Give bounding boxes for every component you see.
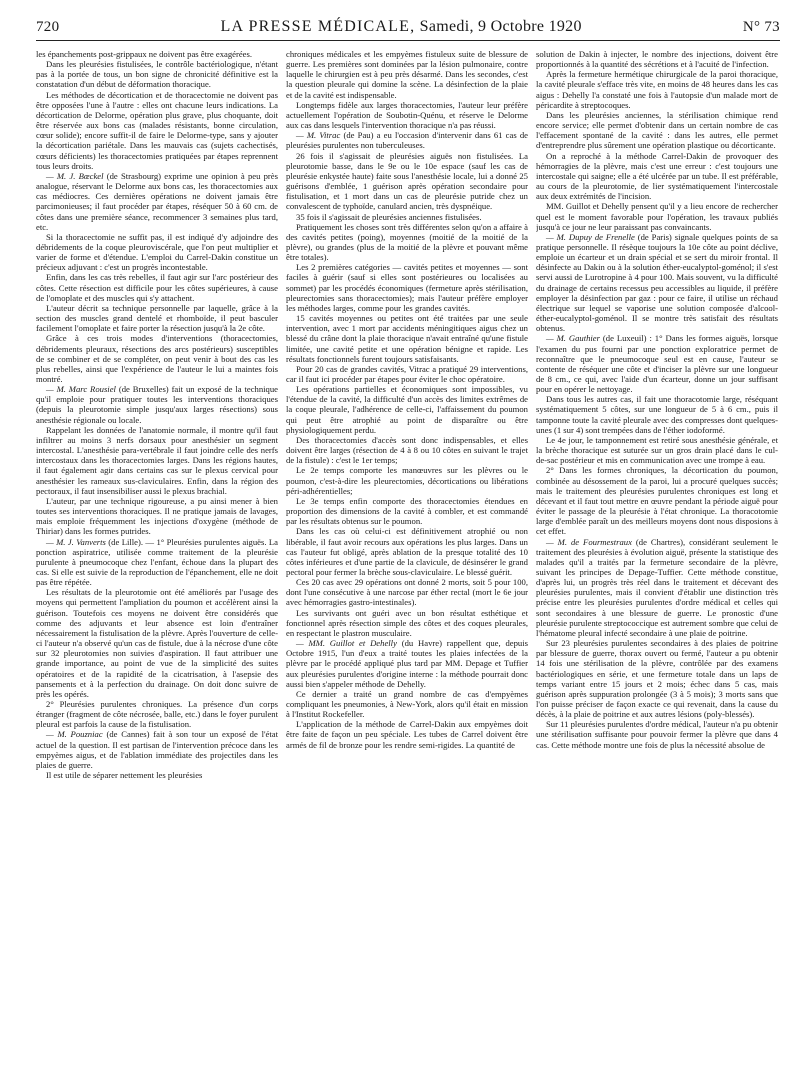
paragraph-text: Les 2 premières catégories — cavités petites et moyennes — sont faciles à guérir (sauf si elles sont postérieures ou localisées au sommet) par les procédés économiques (fermeture après stérilisation, pleurectomies sans thoracectomies); mais l'auteur préfère employer les méthodes larges, comme pour les grandes cavités. bbox=[286, 262, 528, 313]
column-left bbox=[36, 49, 278, 1069]
paragraph-text: (de Strasbourg) exprime une opinion à peu près analogue, réservant le Delorme aux bons cas, les thoracectomies aux cas médiocres. Ces dernières opérations ne doivent jamais être parcimonieuses; il faut procéder par étapes, réséquer 50 à 60 cm. de côtes dans une première séance, recommencer 3 semaines plus tard, etc. bbox=[36, 170, 278, 232]
paragraph-text: (de Luxeuil) : 1° Dans les formes aiguës, lorsque l'examen du pus fourni par une ponction exploratrice permet de reconnaître que le pneumocoque seul est en cause, l'auteur se contente de réséquer une côte et d'inciser la plèvre sur une longueur de 8 cm., ce qui, avec l'aide d'un écarteur, donne un jour suffisant pour en opérer le nettoyage. bbox=[536, 333, 778, 395]
paragraph-text: Sur 23 pleurésies purulentes secondaires à des plaies de poitrine par blessure de guerre, thorax ouvert ou fermé, l'auteur a pu obtenir 14 fois une stérilisation de la plèvre, contrôlée par des examens bactériologiques en série, et une fermeture totale dans un laps de temps variant entre 15 jours et 2 mois; échec dans 5 cas, mais guérison après suppuration prolongée (3 à 5 mois); 3 morts sans que l'on puisse préciser de façon exacte ce qui revenait, dans la cause du décès, à la plaie de poitrine et aux autres lésions (poly-blessés). bbox=[536, 638, 778, 720]
paragraph-text: Les méthodes de décortication et de thoracectomie ne doivent pas être opposées l'une à l'autre : elles ont chacune leurs indications. La décortication de Delorme, opération plus grave, plus choquante, doit être réservée aux bons cas (malades résistants, bonne circulation, cœur solide); encore suffit-il de faire le Delorme-type, sans y ajouter la décortication pariétale. Dans les mauvais cas (sujets cachectisés, cœurs déficients) les thoracectomies pratiquées par étapes reprennent tous leurs droits. bbox=[36, 89, 278, 171]
column-right bbox=[536, 49, 778, 1069]
paragraph bbox=[36, 232, 278, 273]
paragraph-text: Longtemps fidèle aux larges thoracectomies, l'auteur leur préfère actuellement l'opération de Soubotin-Quénu, et réserve le Delorme aux cas dans lesquels l'intervention thoracique n'a pas réussi. bbox=[286, 99, 528, 131]
paragraph bbox=[536, 232, 778, 334]
speaker-name: — MM. Guillot et Dehelly bbox=[296, 638, 397, 649]
text-columns bbox=[36, 49, 780, 1069]
paragraph bbox=[286, 364, 528, 384]
paragraph-text: 2° Pleurésies purulentes chroniques. La présence d'un corps étranger (fragment de côte nécrosée, balle, etc.) dans le foyer purulent pleural est parfois la cause de la fistulisation. bbox=[36, 699, 278, 730]
paragraph bbox=[286, 719, 528, 749]
paragraph-text: Les survivants ont guéri avec un bon résultat esthétique et fonctionnel après résection simple des côtes et des coques pleurales, en respectant le plastron musculaire. bbox=[286, 607, 528, 638]
paragraph bbox=[36, 303, 278, 333]
paragraph-text: Dans tous les autres cas, il fait une thoracotomie large, réséquant systématiquement 5 côtes, sur une longueur de 5 à 6 cm., puis il tamponne toute la cavité pleurale avec des compresses dont quelques-unes (1 sur 4) sont trempées dans de l'éther iodoformé. bbox=[536, 394, 778, 435]
paragraph bbox=[536, 49, 778, 69]
paragraph bbox=[286, 100, 528, 130]
paragraph bbox=[286, 577, 528, 607]
speaker-name: — M. Gauthier bbox=[546, 333, 600, 344]
paragraph-text: Les résultats de la pleurotomie ont été améliorés par l'usage des moyens qui permettent l'ampliation du poumon et accélèrent ainsi la guérison. Toutefois ces moyens ne doivent être considérés que comme des adjuvants et leur absence est loin d'entraîner nécessairement la fistulisation de la plèvre. Après l'ouverture de celle-ci l'auteur n'a observé qu'un cas de fistule, due à la nécrose d'une côte sur 32 pleurotomies non suivies d'aspiration. Il faut attribuer une grande importance, au point de vue de la simplicité des suites opératoires et de la rapidité de la cicatrisation, à l'asepsie des pansements et à la perfection du drainage. On doit donc suivre de près les opérés. bbox=[36, 587, 278, 699]
paragraph-text: Pour 20 cas de grandes cavités, Vitrac a pratiqué 29 interventions, car il faut ici procéder par étapes pour éviter le choc opératoire. bbox=[286, 363, 528, 384]
paragraph-text: Le 3e temps enfin comporte des thoracectomies étendues en proportion des dimensions de la cavité à combler, et est commandé par les résultats obtenus sur le poumon. bbox=[286, 495, 528, 527]
paragraph bbox=[286, 689, 528, 719]
page-header bbox=[36, 18, 780, 41]
paragraph-text: Des thoracectomies d'accès sont donc indispensables, et elles doivent être larges (résection de 4 à 8 ou 10 côtes en suivant le trajet de la fistule) : c'est le 1er temps; bbox=[286, 434, 528, 466]
paragraph bbox=[286, 212, 528, 222]
paragraph-text: L'application de la méthode de Carrel-Dakin aux empyèmes doit être faite de façon un peu spéciale. Les tubes de Carrel doivent être armés de fil de bronze pour les rendre semi-rigides. La quantité de bbox=[286, 719, 528, 750]
paragraph bbox=[536, 69, 778, 110]
paragraph bbox=[286, 465, 528, 495]
paragraph-text: Les opérations partielles et économiques sont impossibles, vu l'étendue de la cavité, la difficulté d'un accès des limites extrêmes de la coque pleurale, l'adhérence de celle-ci, l'affaissement du poumon qui peut être atrophié au point de disparaître ou être physiologiquement perdu. bbox=[286, 384, 528, 435]
paragraph bbox=[36, 537, 278, 588]
paragraph bbox=[36, 384, 278, 425]
paragraph-text: Dans les pleurésies anciennes, la stérilisation chimique rend encore service; elle permet d'obtenir dans un certain nombre de cas l'effacement spontané de la cavité : dans les autres, elle permet d'entreprendre plus sûrement une opération plastique ou décorticante. bbox=[536, 109, 778, 151]
paragraph-text: (de Cannes) fait à son tour un exposé de l'état actuel de la question. Il est partisan de l'intervention précoce dans les empyèmes aigus, et de l'ablation immédiate des projectiles dans les plaies de guerre. bbox=[36, 729, 278, 770]
speaker-name: — M. Dupuy de Frenelle bbox=[546, 231, 635, 242]
paragraph bbox=[536, 537, 778, 639]
paragraph-text: les épanchements post-grippaux ne doivent pas être exagérées. bbox=[36, 49, 253, 59]
paragraph bbox=[536, 638, 778, 719]
page-number: 720 bbox=[36, 19, 60, 35]
paragraph bbox=[286, 222, 528, 263]
paragraph-text: Il est utile de séparer nettement les pleurésies bbox=[46, 770, 203, 781]
speaker-name: — M. J. Vanverts bbox=[46, 536, 106, 547]
paragraph-text: Le 2e temps comporte les manœuvres sur les plèvres ou le poumon, c'est-à-dire les pleurectomies, décortications ou libérations péri-adhérentielles; bbox=[286, 465, 528, 496]
paragraph bbox=[36, 272, 278, 302]
paragraph bbox=[36, 587, 278, 699]
speaker-name: — M. Marc Rousiel bbox=[46, 384, 116, 395]
paragraph bbox=[36, 59, 278, 89]
paragraph-text: Le 4e jour, le tamponnement est retiré sous anesthésie générale, et la brèche thoracique est suturée sur un gros drain placé dans le cul-de-sac postérieur et mis en communication avec une trompe à eau. bbox=[536, 434, 778, 466]
paragraph bbox=[286, 130, 528, 150]
journal-name: LA PRESSE MÉDICALE, bbox=[220, 18, 416, 35]
paragraph-text: L'auteur décrit sa technique personnelle par laquelle, grâce à la section des muscles grand dentelé et rhomboïde, il peut basculer facilement l'omoplate et faire porter la résection jusqu'à la 2e côte. bbox=[36, 302, 278, 334]
paragraph-text: Après la fermeture hermétique chirurgicale de la paroi thoracique, la cavité pleurale s'efface très vite, en moins de 48 heures dans les cas aigus : Dehelly l'a constaté une fois à l'autopsie d'un malade mort de péricardite à streptocoques. bbox=[536, 69, 778, 110]
paragraph bbox=[536, 333, 778, 394]
paragraph-text: Ce dernier a traité un grand nombre de cas d'empyèmes compliquant les pneumonies, à New-York, alors qu'il était en mission à l'Institut Rockefeller. bbox=[286, 688, 528, 720]
speaker-name: — M. J. Bœckel bbox=[46, 170, 104, 181]
speaker-name: — M. de Fourmestraux bbox=[546, 536, 632, 547]
paragraph-text: chroniques médicales et les empyèmes fistuleux suite de blessure de guerre. Les premières sont dominées par la lésion pulmonaire, contre laquelle le chirurgien est à peu près désarmé. Dans les secondes, c'est la question pleurale qui domine la scène. La désinfection de la plaie et de la cavité est indispensable. bbox=[286, 49, 528, 100]
paragraph-text: Dans les cas où celui-ci est définitivement atrophié ou non libérable, il faut avoir recours aux opérations les plus larges. Dans un cas l'auteur fut obligé, après ablation de la presque totalité des 10 côtes inférieures et d'une partie de la clavicule, de désinsérer le grand pectoral pour fermer la brèche sous-claviculaire. Le blessé guérit. bbox=[286, 526, 528, 577]
paragraph bbox=[286, 151, 528, 212]
paragraph bbox=[286, 526, 528, 577]
paragraph bbox=[286, 313, 528, 364]
paragraph bbox=[286, 608, 528, 638]
paragraph-text: Enfin, dans les cas très rebelles, il faut agir sur l'arc postérieur des côtes. Cette résection est difficile pour les côtes supérieures, à cause de l'omoplate et des muscles qui s'y attachent. bbox=[36, 272, 278, 303]
paragraph bbox=[36, 496, 278, 537]
paragraph-text: 2° Dans les formes chroniques, la décortication du poumon, combinée au désossement de la paroi, lui a procuré quelques succès; mais le traitement des pleurésies purulentes chroniques est long et décevant et il faut tout mettre en œuvre pendant la période aiguë pour éviter le passage de la pleurésie à l'état chronique. La thoracotomie large d'emblée paraît un des meilleurs moyens dont nous disposions à cet effet. bbox=[536, 465, 778, 537]
paragraph bbox=[286, 49, 528, 100]
paragraph bbox=[536, 110, 778, 151]
issue-number: N° 73 bbox=[742, 19, 780, 35]
paragraph bbox=[36, 49, 278, 59]
paragraph bbox=[286, 496, 528, 526]
paragraph-text: Pratiquement les choses sont très différentes selon qu'on a affaire à des cavités petites (poing), moyennes (moitié de la moitié de la plèvre), ou grandes (plus de la moitié de la plèvre et pouvant même être totales). bbox=[286, 221, 528, 263]
paragraph-text: Rappelant les données de l'anatomie normale, il montre qu'il faut infiltrer au moins 3 nerfs dorsaux pour anesthésier un segment intercostal. L'anesthésie para-vertébrale il faut joindre celle des nerfs intercostaux dans les thoracectomies larges. Dans les régions hautes, il faut également agir dans certains cas sur le plexus cervical pour anesthésier les rameaux sus-claviculaires. Enfin, dans la région des pectoraux, il faut insensibiliser aussi le plexus brachial. bbox=[36, 424, 278, 496]
paragraph bbox=[286, 384, 528, 435]
speaker-name: — M. Pouzniac bbox=[46, 729, 103, 740]
paragraph-text: 35 fois il s'agissait de pleurésies anciennes fistulisées. bbox=[296, 211, 482, 222]
paragraph-text: Si la thoracectomie ne suffit pas, il est indiqué d'y adjoindre des débridements de la coque pleuroviscérale, que l'on peut multiplier et varier de forme et d'étendue. L'emploi du Carrel-Dakin constitue un précieux adjuvant : c'est un progrès incontestable. bbox=[36, 231, 278, 273]
paragraph-text: 26 fois il s'agissait de pleurésies aiguës non fistulisées. La pleurotomie basse, dans le 9e ou le 10e espace (sauf les cas de pleurésie enkystée haute) faite sous l'anesthésie locale, lui a donné 25 guérisons d'emblée, 1 guérison après opération secondaire pour fistulisation, et 1 mort dans un cas de pleurésie putride chez un convalescent de typhoïde, canulard ancien, très dyspnéique. bbox=[286, 150, 528, 212]
paragraph-text: MM. Guillot et Dehelly pensent qu'il y a lieu encore de rechercher quel est le moment favorable pour l'opération, les travaux publiés jusqu'à ce jour ne leur paraissant pas convaincants. bbox=[536, 201, 778, 232]
paragraph bbox=[36, 425, 278, 496]
paragraph bbox=[36, 90, 278, 171]
paragraph-text: (de Lille). — 1° Pleurésies purulentes aiguës. La ponction aspiratrice, utilisée comme traitement de la pleurésie purulente à pneumocoque chez l'enfant, échoue dans la plupart des cas. Si elle est suivie de la reproduction de l'épanchement, elle ne doit pas être répétée. bbox=[36, 536, 278, 588]
paragraph-text: (du Havre) rappellent que, depuis Octobre 1915, l'un d'eux a traité toutes les plaies infectées de la plèvre par le procédé appliqué plus tard par MM. Depage et Tuffier aux pleurésies purulentes d'origine interne : la méthode pourrait donc aussi bien s'appeler méthode de Dehelly. bbox=[286, 638, 528, 689]
paragraph bbox=[36, 770, 278, 780]
paragraph bbox=[536, 719, 778, 749]
paragraph-text: On a reproché à la méthode Carrel-Dakin de provoquer des hémorragies de la plèvre, mais c'est une erreur : c'est toujours une intercostale qui saigne; elle a été ulcérée par un tube. Il est préférable, au cours de la pleurotomie, de lier systématiquement l'intercostale aux deux extrémités de l'incision. bbox=[536, 150, 778, 202]
column-middle bbox=[286, 49, 528, 1069]
paragraph-text: Dans les pleurésies fistulisées, le contrôle bactériologique, n'étant pas à la portée de tous, un bon signe de chronicité définitive est la constatation d'un début de déformation thoracique. bbox=[36, 59, 278, 90]
paragraph-text: Ces 20 cas avec 29 opérations ont donné 2 morts, soit 5 pour 100, dont l'une consécutive à une narcose par éther rectal (mort le 6e jour avec hémorragies gastro-intestinales). bbox=[286, 577, 528, 608]
paragraph-text: L'auteur, par une technique rigoureuse, a pu ainsi mener à bien toutes ses interventions thoraciques. Il ne pratique jamais de lavages, mais emploie fréquemment les injections d'oxygène (méthode de Thiriar) dans les formes putrides. bbox=[36, 495, 278, 537]
paragraph bbox=[286, 638, 528, 689]
paragraph bbox=[36, 333, 278, 384]
paragraph-text: (de Bruxelles) fait un exposé de la technique qu'il emploie pour pratiquer toutes les interventions thoraciques (depuis la pleurotomie simple jusqu'aux larges résections) sous anesthésie régionale ou locale. bbox=[36, 384, 278, 425]
paragraph bbox=[536, 151, 778, 202]
paragraph-text: Grâce à ces trois modes d'interventions (thoracectomies, débridements pleuraux, résections des arcs postérieurs) susceptibles de se combiner et de se compléter, on peut venir à bout des cas les plus rebelles, ainsi que l'expérience de l'auteur le lui a maintes fois montré. bbox=[36, 333, 278, 384]
paragraph bbox=[536, 465, 778, 536]
paragraph bbox=[286, 262, 528, 313]
paragraph-text: (de Chartres), considérant seulement le traitement des pleurésies à évolution aiguë, présente la statistique des malades qu'il a traités par la fermeture secondaire de la plèvre, suivant les principes de Depage-Tuffier. Cette méthode constitue, d'après lui, un progrès très réel dans le traitement et décevant des pleurésies purulentes, mais il convient d'établir une distinction très précise entre les pleurésies purulentes d'ordre médical et celles qui sont secondaires à une blessure de guerre. Le pronostic d'une pleurésie purulente streptococcique est autrement sombre que celui de l'hématome pleural infecté secondaire à une plaie de poitrine. bbox=[536, 536, 778, 638]
paragraph bbox=[536, 435, 778, 465]
paragraph bbox=[536, 394, 778, 435]
paragraph-text: solution de Dakin à injecter, le nombre des injections, doivent être proportionnés à la quantité des sécrétions et à l'acuité de l'infection. bbox=[536, 49, 778, 70]
paragraph-text: Sur 11 pleurésies purulentes d'ordre médical, l'auteur n'a pu obtenir une stérilisation suffisante pour pouvoir fermer la plèvre que dans 4 cas. Cette méthode montre une fois de plus la nécessité absolue de bbox=[536, 719, 778, 750]
speaker-name: — M. Vitrac bbox=[296, 130, 341, 141]
running-title bbox=[221, 18, 582, 36]
paragraph-text: 15 cavités moyennes ou petites ont été traitées par une seule intervention, avec 1 mort par accidents méningitiques aigus chez un blessé du crâne dont la plaie thoracique n'avait entraîné qu'une fistule limitée, une cavité petite et une opération bénigne et rapide. Les résultats fonctionnels furent toujours satisfaisants. bbox=[286, 313, 528, 364]
issue-date: Samedi, 9 Octobre 1920 bbox=[419, 18, 582, 35]
paragraph bbox=[36, 699, 278, 729]
paragraph-text: (de Paris) signale quelques points de sa pratique personnelle. Il résèque toujours la 10e côte au point déclive, emploie un écarteur et un drain spécial et se sert du miroir frontal. Il désinfecte au Dakin ou à la solution éther-eucalyptol-goménol; il s'est servi aussi de Lurotropine à 4 pour 100. Mais souvent, vu la difficulté du drainage de certains recessus peu accessibles au liquide, il préfère employer la désinfection par gaz : pour ce faire, il utilise un réchaud électrique sur lequel se vaporise une solution composée d'alcool-éther-eucalyptol-goménol. Il se montre très satisfait des résultats obtenus. bbox=[536, 231, 778, 334]
paragraph-text: (de Pau) a eu l'occasion d'intervenir dans 61 cas de pleurésies purulentes non tuberculeuses. bbox=[286, 130, 528, 151]
paragraph bbox=[286, 435, 528, 465]
paragraph bbox=[536, 201, 778, 231]
paragraph bbox=[36, 729, 278, 770]
paragraph bbox=[36, 171, 278, 232]
